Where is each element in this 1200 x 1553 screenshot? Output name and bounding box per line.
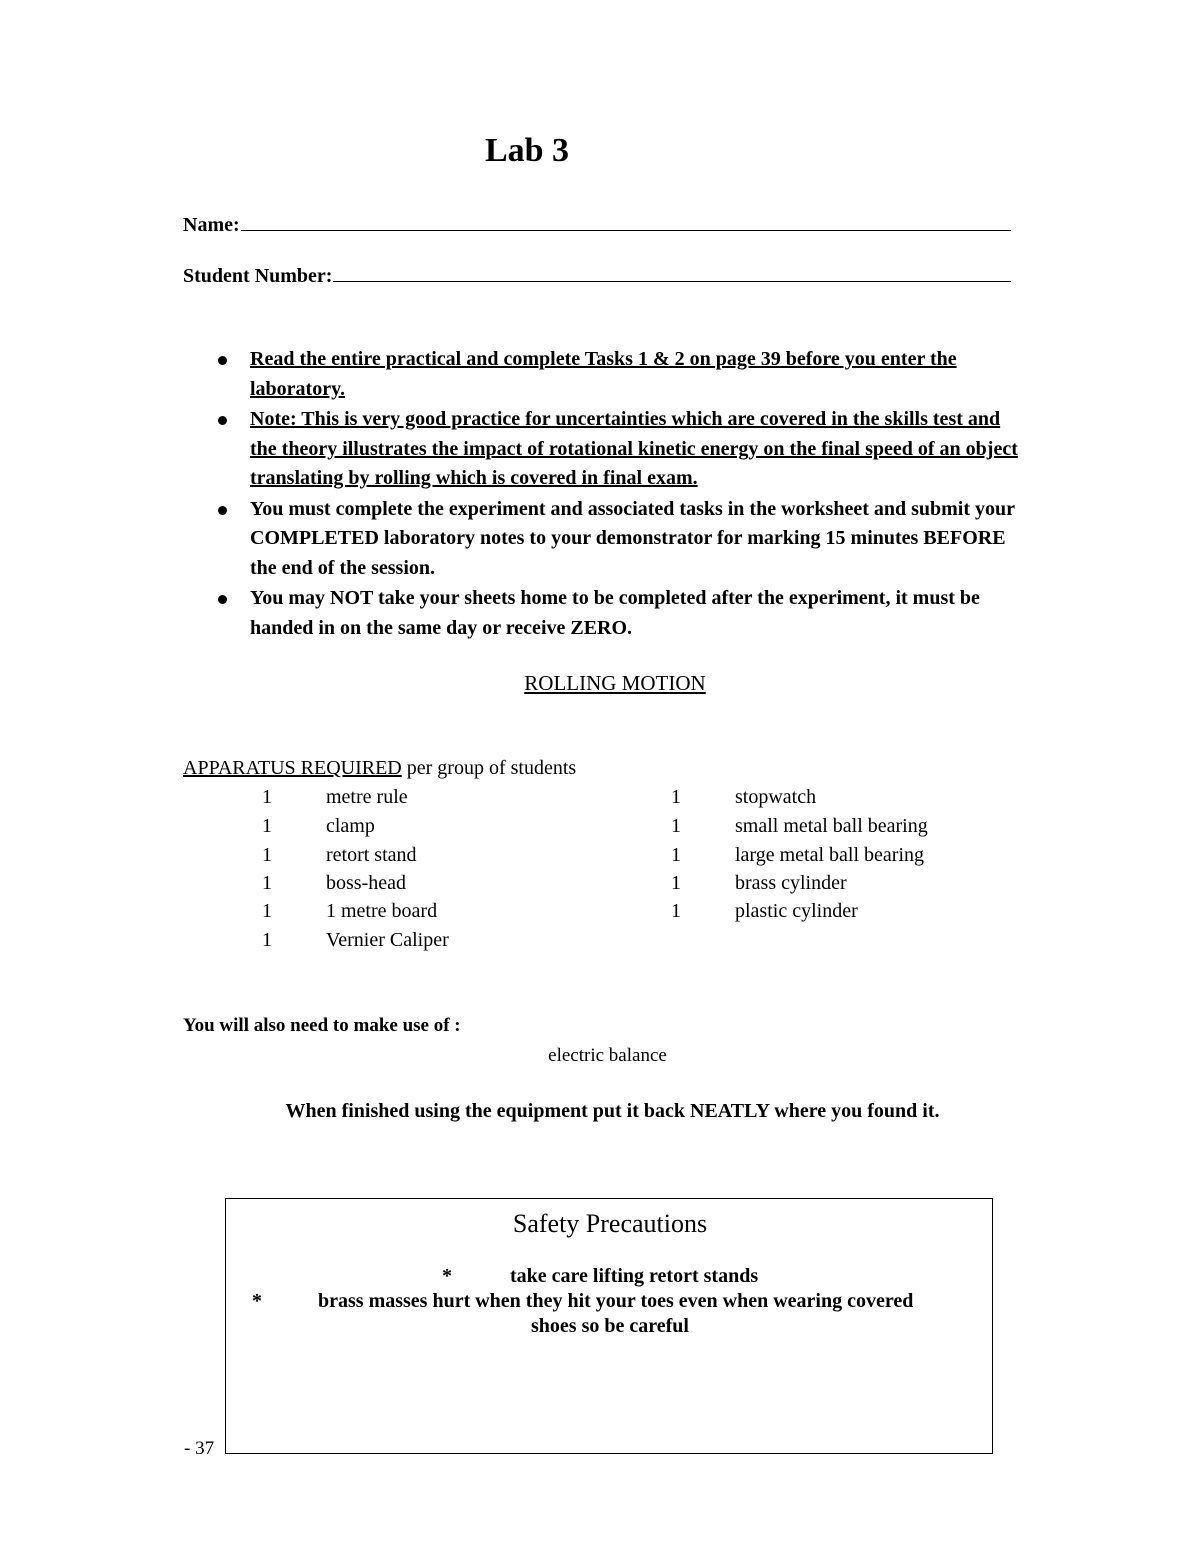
apparatus-item: boss-head xyxy=(326,872,406,894)
list-item: You must complete the experiment and associated tasks in the worksheet and submit your COMPLETED laboratory notes to your demonstrator for marking 15 minutes BEFORE the end of the session. xyxy=(212,495,1024,584)
asterisk-icon: * xyxy=(252,1290,262,1312)
safety-item-2-line-2: shoes so be careful xyxy=(531,1315,689,1337)
apparatus-qty: 1 xyxy=(671,786,681,808)
apparatus-item: Vernier Caliper xyxy=(326,929,449,951)
apparatus-item: clamp xyxy=(326,815,375,837)
bullet-icon xyxy=(218,416,227,425)
apparatus-heading-suffix: per group of students xyxy=(401,757,577,779)
list-item: You may NOT take your sheets home to be completed after the experiment, it must be handed in on the same day or receive ZERO. xyxy=(212,584,1024,643)
student-number-blank-line[interactable] xyxy=(333,280,1011,282)
bullet-icon xyxy=(218,595,227,604)
student-number-field xyxy=(183,265,1011,288)
apparatus-qty: 1 xyxy=(671,815,681,837)
section-heading: ROLLING MOTION xyxy=(524,671,706,695)
asterisk-icon: * xyxy=(442,1265,452,1287)
list-item: Read the entire practical and complete Tasks 1 & 2 on page 39 before you enter the laboratory. xyxy=(212,345,1024,404)
apparatus-qty: 1 xyxy=(671,872,681,894)
apparatus-qty: 1 xyxy=(262,786,272,808)
student-number-label: Student Number: xyxy=(183,265,333,287)
apparatus-qty: 1 xyxy=(262,900,272,922)
instructions-list xyxy=(212,345,1024,644)
name-field xyxy=(183,214,1011,237)
apparatus-item: small metal ball bearing xyxy=(735,815,928,837)
apparatus-item: 1 metre board xyxy=(326,900,438,922)
apparatus-item: metre rule xyxy=(326,786,408,808)
also-need-label: You will also need to make use of : xyxy=(183,1015,461,1036)
safety-item-1: take care lifting retort stands xyxy=(510,1265,759,1287)
safety-item-2-line-1: brass masses hurt when they hit your toes even when wearing covered xyxy=(318,1290,914,1312)
apparatus-item: large metal ball bearing xyxy=(735,844,924,866)
apparatus-item: stopwatch xyxy=(735,786,817,808)
safety-title: Safety Precautions xyxy=(512,1209,708,1238)
apparatus-heading-label: APPARATUS REQUIRED xyxy=(183,757,402,779)
also-need-item: electric balance xyxy=(548,1045,667,1066)
apparatus-item: brass cylinder xyxy=(735,872,847,894)
apparatus-qty: 1 xyxy=(671,900,681,922)
bullet-icon xyxy=(218,506,227,515)
apparatus-qty: 1 xyxy=(262,844,272,866)
list-item: Note: This is very good practice for uncertainties which are covered in the skills test and the theory illustrates the impact of rotational kinetic energy on the final speed of an object translating by rolling which is covered in final exam. xyxy=(212,405,1024,494)
finish-note: When finished using the equipment put it back NEATLY where you found it. xyxy=(285,1100,940,1122)
name-label: Name: xyxy=(183,214,240,236)
apparatus-item: retort stand xyxy=(326,844,417,866)
page-title: Lab 3 xyxy=(484,132,570,169)
apparatus-qty: 1 xyxy=(262,872,272,894)
safety-box xyxy=(225,1198,993,1454)
page-number: - 37 xyxy=(184,1438,215,1459)
apparatus-item: plastic cylinder xyxy=(735,900,858,922)
apparatus-qty: 1 xyxy=(262,929,272,951)
apparatus-qty: 1 xyxy=(671,844,681,866)
bullet-icon xyxy=(218,356,227,365)
name-blank-line[interactable] xyxy=(241,229,1011,231)
apparatus-qty: 1 xyxy=(262,815,272,837)
apparatus-heading xyxy=(183,757,576,780)
